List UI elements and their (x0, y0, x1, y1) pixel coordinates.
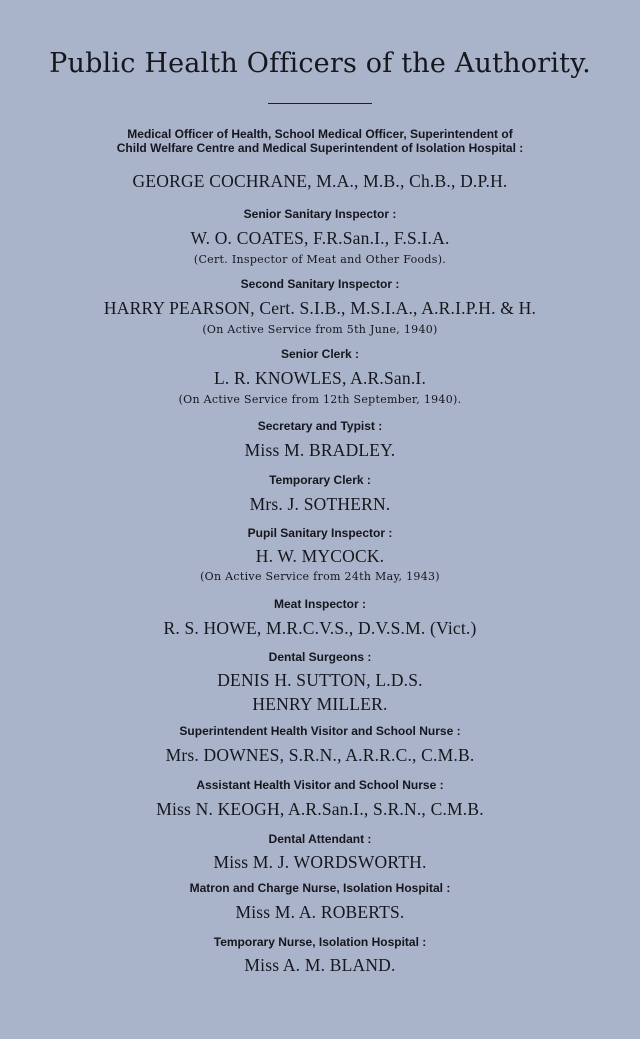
officer-role-line: Senior Clerk : (280, 347, 360, 361)
officer-role-line: Superintendent Health Visitor and School Nurse : (179, 724, 461, 738)
officer-entry-dental-attendant (0, 832, 640, 874)
officer-name: L. R. KNOWLES, A.R.San.I. (213, 368, 427, 388)
officer-entry-assistant-health-visitor (0, 778, 640, 821)
officer-role-line: Secretary and Typist : (257, 419, 383, 433)
officer-name: Miss N. KEOGH, A.R.San.I., S.R.N., C.M.B. (156, 799, 484, 819)
officer-entry-medical-officer (0, 127, 640, 193)
officer-note: (On Active Service from 12th September, 1940). (178, 393, 462, 406)
officer-entry-secretary-typist (0, 419, 640, 462)
officer-note: (On Active Service from 5th June, 1940) (202, 323, 438, 336)
officer-note: (Cert. Inspector of Meat and Other Foods). (193, 253, 447, 266)
officer-name: Miss M. J. WORDSWORTH. (213, 852, 427, 872)
officer-name: Miss A. M. BLAND. (244, 955, 396, 975)
officer-name: Mrs. J. SOTHERN. (249, 494, 391, 514)
officer-role-line: Medical Officer of Health, School Medical Officer, Superintendent of (127, 127, 513, 141)
officer-role-line: Dental Surgeons : (268, 650, 372, 664)
officer-entry-senior-clerk (0, 347, 640, 408)
officer-name: W. O. COATES, F.R.San.I., F.S.I.A. (190, 228, 450, 248)
officer-name: Mrs. DOWNES, S.R.N., A.R.R.C., C.M.B. (165, 745, 475, 765)
officer-name: R. S. HOWE, M.R.C.V.S., D.V.S.M. (Vict.) (163, 618, 477, 638)
title-divider (268, 103, 372, 104)
officer-entry-dental-surgeons (0, 650, 640, 716)
officer-role-line: Dental Attendant : (268, 832, 372, 846)
officer-note: (On Active Service from 24th May, 1943) (200, 570, 440, 583)
officer-role-line: Pupil Sanitary Inspector : (247, 526, 393, 540)
officer-name: Miss M. A. ROBERTS. (235, 902, 405, 922)
officer-role-line: Meat Inspector : (273, 597, 366, 611)
officer-name: HENRY MILLER. (252, 694, 388, 714)
officer-role-line: Temporary Nurse, Isolation Hospital : (213, 935, 427, 949)
officer-name: HARRY PEARSON, Cert. S.I.B., M.S.I.A., A.R.I.P.H. & H. (103, 298, 537, 318)
officer-name: H. W. MYCOCK. (255, 546, 385, 566)
officer-name: DENIS H. SUTTON, L.D.S. (217, 670, 423, 690)
officer-entry-meat-inspector (0, 597, 640, 640)
officer-name: GEORGE COCHRANE, M.A., M.B., Ch.B., D.P.H. (132, 171, 508, 191)
officer-name: Miss M. BRADLEY. (244, 440, 396, 460)
page-title: Public Health Officers of the Authority. (49, 48, 591, 79)
officer-entry-second-sanitary-inspector (0, 277, 640, 338)
officer-entry-temporary-clerk (0, 473, 640, 516)
officer-entry-superintendent-health-visitor (0, 724, 640, 767)
officer-role-line: Temporary Clerk : (269, 473, 371, 487)
officer-entry-temporary-nurse (0, 935, 640, 977)
officer-role-line: Assistant Health Visitor and School Nurse : (196, 778, 444, 792)
officer-role-line: Senior Sanitary Inspector : (243, 207, 397, 221)
officer-role-line: Child Welfare Centre and Medical Superintendent of Isolation Hospital : (116, 141, 524, 155)
officer-entry-pupil-sanitary-inspector (0, 526, 640, 585)
officer-entry-senior-sanitary-inspector (0, 207, 640, 268)
officer-entry-matron (0, 881, 640, 924)
officer-role-line: Second Sanitary Inspector : (240, 277, 400, 291)
officer-role-line: Matron and Charge Nurse, Isolation Hospital : (189, 881, 451, 895)
